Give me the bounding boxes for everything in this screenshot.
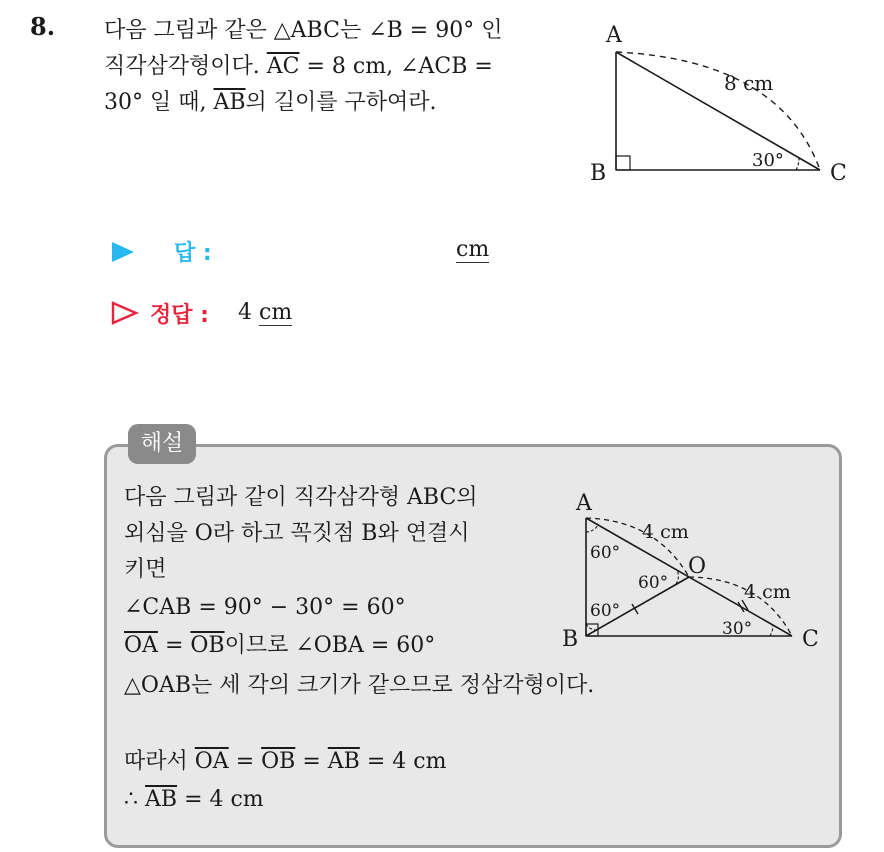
length-label: 8 cm	[724, 71, 774, 95]
right-angle-mark	[616, 156, 630, 170]
equals-sign: =	[164, 633, 184, 658]
solution-line-6: △OAB는 세 각의 크기가 같으므로 정삼각형이다.	[124, 673, 595, 698]
question-text: 의 길이를 구하여라.	[245, 90, 437, 115]
length-oc-label: 4 cm	[744, 581, 791, 603]
segment-ab: $\overline{AB}$	[145, 787, 178, 812]
correct-answer	[238, 300, 292, 325]
vertex-a-label: A	[576, 491, 592, 516]
segment-ab: $\overline{AB}$	[213, 90, 246, 115]
therefore-sign: ∴	[124, 787, 138, 812]
correct-value: 4	[238, 300, 252, 325]
vertex-b-label: B	[590, 161, 607, 186]
segment-oa: $\overline{OA}$	[124, 633, 158, 658]
solution-line-4: ∠CAB = 90° − 30° = 60°	[124, 595, 406, 620]
solution-text: 따라서	[124, 749, 188, 774]
solution-line-2: 외심을 O라 하고 꼭짓점 B와 연결시	[124, 521, 470, 546]
solution-text: = 4 cm	[366, 749, 447, 774]
vertex-a-label: A	[606, 23, 622, 48]
equals-sign: =	[235, 749, 255, 774]
segment-ob: $\overline{OB}$	[261, 749, 296, 774]
solution-text: 이므로 ∠OBA = 60°	[224, 633, 436, 658]
question-text: 직각삼각형이다.	[104, 54, 260, 79]
solution-line-1: 다음 그림과 같이 직각삼각형 ABC의	[124, 485, 478, 510]
segment-ab: $\overline{AB}$	[327, 749, 360, 774]
question-line-3	[104, 86, 437, 120]
correct-label: 정답 :	[150, 303, 209, 328]
vertex-o-label: O	[688, 554, 707, 579]
angle-c-label: 30°	[752, 150, 784, 171]
angle-a-label: 60°	[590, 543, 621, 563]
question-text: 30° 일 때,	[104, 90, 207, 115]
vertex-c-label: C	[830, 161, 847, 186]
vertex-b-label: B	[562, 627, 579, 652]
angle-b-label: 60°	[590, 601, 621, 621]
angle-arc-a	[586, 525, 598, 532]
question-text: = 8 cm, ∠ACB =	[306, 54, 493, 79]
angle-o-label: 60°	[638, 573, 669, 593]
solution-line-8	[124, 784, 264, 816]
length-ao-label: 4 cm	[642, 521, 689, 543]
question-number: 8.	[30, 12, 56, 41]
solution-triangle-figure	[556, 488, 836, 658]
correct-unit: cm	[259, 300, 293, 325]
segment-ob: $\overline{OB}$	[190, 633, 225, 658]
tick-mark-oc	[738, 602, 744, 612]
angle-arc-c	[796, 158, 799, 170]
angle-arc-o	[676, 570, 678, 584]
answer-unit: cm	[456, 237, 490, 262]
solution-line-3: 키면	[124, 557, 167, 582]
triangle-figure	[580, 20, 860, 190]
question-line-1: 다음 그림과 같은 △ABC는 ∠B = 90° 인	[104, 18, 503, 43]
angle-arc-b	[586, 624, 596, 630]
side-ac	[616, 52, 820, 170]
outline-triangle-icon	[110, 300, 140, 326]
vertex-c-label: C	[802, 627, 819, 652]
play-triangle-icon	[110, 240, 136, 264]
solution-line-7	[124, 746, 446, 778]
answer-label: 답 :	[174, 241, 212, 266]
segment-ac: $\overline{AC}$	[266, 54, 300, 79]
solution-text: = 4 cm	[184, 787, 264, 812]
angle-c-label: 30°	[722, 619, 753, 639]
solution-tag: 해설	[128, 424, 196, 464]
question-line-2	[104, 50, 493, 84]
angle-arc-c	[770, 625, 773, 636]
solution-line-5	[124, 630, 435, 662]
equals-sign: =	[302, 749, 321, 774]
segment-oa: $\overline{OA}$	[194, 749, 229, 774]
